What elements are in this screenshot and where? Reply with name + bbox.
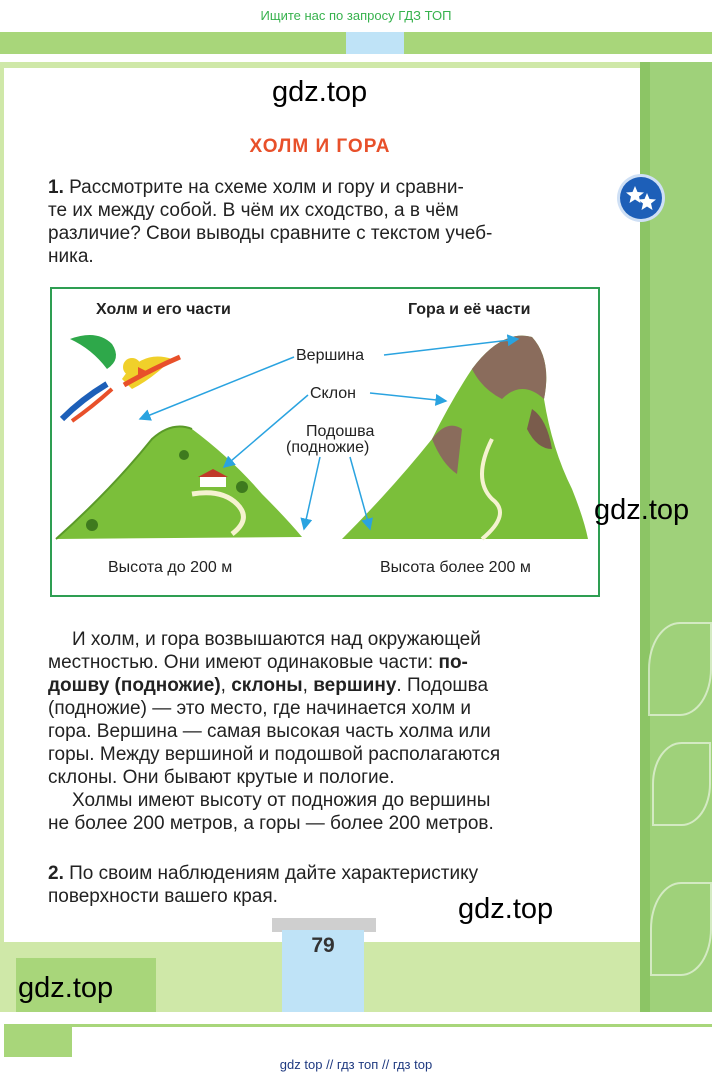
task-2: 2. По своим наблюдениям дайте характеристику поверхности вашего края. bbox=[48, 863, 479, 907]
page-title: ХОЛМ И ГОРА bbox=[249, 136, 391, 157]
parrot-icon bbox=[62, 335, 180, 421]
task-number: 2. bbox=[48, 863, 64, 884]
next-page-preview bbox=[4, 1024, 712, 1085]
leaf-decoration bbox=[652, 742, 711, 826]
task-number: 1. bbox=[48, 177, 64, 198]
mountain-icon bbox=[342, 336, 588, 539]
text-paragraph-1: И холм, и гора возвышаются над окружающей местностью. Они имеют одинаковые части: по- дошву (подножие), склоны, вершину. Подошва (подножие) — это место, где начинается холм и гора. Вершина — самая высокая часть холма или горы. Между вершиной и подошвой располагаются склоны. Они бывают крутые и пологие. bbox=[48, 629, 501, 788]
watermark: gdz.top bbox=[18, 972, 114, 1004]
footer-separator: // bbox=[381, 1057, 390, 1072]
leaf-decoration bbox=[650, 882, 712, 976]
mountain-title: Гора и её части bbox=[408, 301, 531, 318]
top-banner[interactable] bbox=[0, 0, 712, 32]
watermark: gdz.top bbox=[272, 76, 368, 108]
text-paragraph-2: Холмы имеют высоту от подножия до вершины не более 200 метров, а горы — более 200 метров. bbox=[48, 790, 494, 834]
page-number: 79 bbox=[311, 934, 335, 957]
hill-icon bbox=[56, 427, 302, 539]
footer-link[interactable]: гдз top bbox=[392, 1057, 433, 1072]
hill-height: Высота до 200 м bbox=[108, 559, 233, 576]
hill-title: Холм и его части bbox=[96, 301, 231, 318]
top-strip-tab bbox=[346, 32, 404, 54]
diagram-art bbox=[52, 289, 598, 595]
base-label: Подошва bbox=[306, 423, 375, 440]
base-label-note: (подножие) bbox=[286, 439, 370, 456]
banner-text[interactable]: Ищите нас по запросу ГДЗ ТОП bbox=[260, 8, 452, 23]
footer-link[interactable]: гдз топ bbox=[336, 1057, 379, 1072]
peak-label: Вершина bbox=[296, 347, 364, 364]
watermark: gdz.top bbox=[594, 494, 690, 526]
footer-separator: // bbox=[326, 1057, 334, 1072]
footer-link[interactable]: gdz top bbox=[279, 1057, 323, 1072]
stars-icon bbox=[620, 177, 662, 219]
slope-label: Склон bbox=[310, 385, 356, 402]
top-strip bbox=[0, 32, 712, 54]
leaf-decoration bbox=[648, 622, 712, 716]
task-1: 1. Рассмотрите на схеме холм и гору и сравни- те их между собой. В чём их сходство, а в чём различие? Свои выводы сравните с текстом учеб- ника. bbox=[48, 177, 493, 267]
mountain-height: Высота более 200 м bbox=[380, 559, 531, 576]
hill-mountain-diagram bbox=[50, 287, 600, 597]
watermark: gdz.top bbox=[458, 893, 554, 925]
footer-links bbox=[0, 1057, 712, 1072]
